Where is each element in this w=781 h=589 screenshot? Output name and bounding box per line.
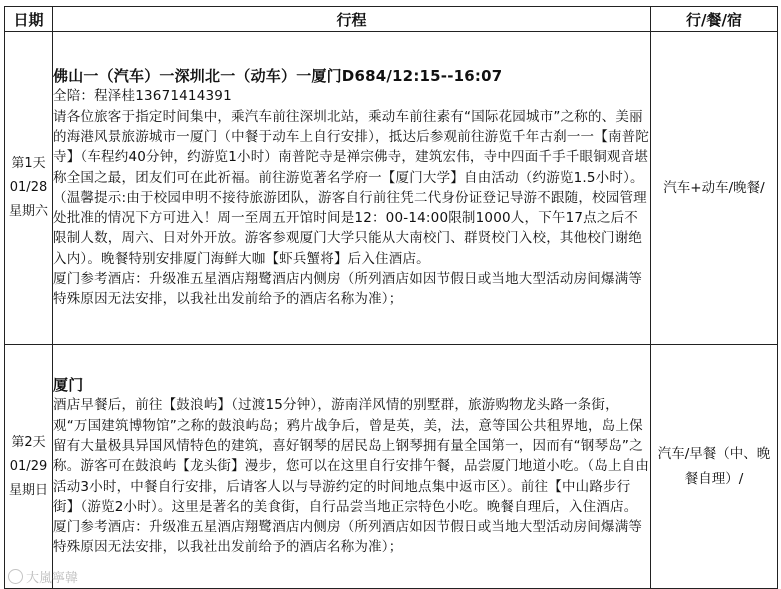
day-2-route: 厦门 xyxy=(53,376,84,395)
day-1-date-cell xyxy=(5,32,53,345)
header-itinerary: 行程 xyxy=(53,7,651,32)
day-1-body: 请各位旅客于指定时间集中，乘汽车前往深圳北站，乘动车前往素有“国际花园城市”之称的、美丽的海港风景旅游城市一厦门（中餐于动车上自行安排），抵达后参观前往游览千年古刹一一【南普陀寺】（车程约40分钟，约游览1小时）南普陀寺是禅宗佛寺，建筑宏伟，寺中四面千手千眼铜观音堪称全国之最，团友们可在此祈福。前往游览著名学府一【厦门大学】自由活动（约游览1.5小时）。（温馨提示:由于校园申明不接待旅游团队，游客自行前往凭二代身份证登记导游不跟随，校园管理处批准的情况下方可进入！周一至周五开馆时间是12：00-14:00限制1000人，下午17点之后不限制人数，周六、日对外开放。游客参观厦门大学只能从大南校门、群贤校门入校，其他校门谢绝入内）。晚餐特别安排厦门海鲜大咖【虾兵蟹将】后入住酒店。 xyxy=(53,108,650,267)
day-2-meals: 汽车/早餐（中、晚餐自理）/ xyxy=(651,345,778,589)
day-2-date: 01/29 xyxy=(9,458,48,474)
day-1-hotel: 厦门参考酒店：升级准五星酒店翔鹭酒店内侧房（所列酒店如因节假日或当地大型活动房间爆满等特殊原因无法安排，以我社出发前给予的酒店名称为准）； xyxy=(53,271,643,308)
day-1-route: 佛山一（汽车）一深圳北一（动车）一厦门D684/12:15--16:07 xyxy=(53,67,503,86)
watermark xyxy=(8,567,78,586)
watermark-text: 大嵐寧韓 xyxy=(26,571,79,586)
day-row-1 xyxy=(5,32,778,345)
header-date: 日期 xyxy=(5,7,53,32)
day-2-weekday: 星期日 xyxy=(8,482,48,498)
day-2-body: 酒店早餐后，前往【鼓浪屿】（过渡15分钟），游南洋风情的别墅群，旅游购物龙头路一条街，观“万国建筑博物馆”之称的鼓浪屿岛；鸦片战争后，曾是英，美，法，意等国公共租界地，岛上保留有大量极具异国风情特色的建筑，喜好钢琴的居民岛上钢琴拥有量全国第一，因而有“钢琴岛”之称。游客可在鼓浪屿【龙头街】漫步，您可以在这里自行安排午餐，品尝厦门地道小吃。（岛上自由活动3小时，中餐自行安排，后请客人以与导游约定的时间地点集中返市区）。前往【中山路步行街】（游览2小时）。这里是著名的美食街，自行品尝当地正宗特色小吃。晚餐自理后，入住酒店。 xyxy=(53,397,650,515)
day-row-2 xyxy=(5,345,778,589)
day-2-hotel: 厦门参考酒店：升级准五星酒店翔鹭酒店内侧房（所列酒店如因节假日或当地大型活动房间爆满等特殊原因无法安排，以我社出发前给予的酒店名称为准）； xyxy=(53,519,643,556)
day-2-plan-cell xyxy=(53,345,651,589)
day-1-plan-cell xyxy=(53,32,651,345)
day-1-weekday: 星期六 xyxy=(8,204,48,219)
day-1-meals: 汽车+动车/晚餐/ xyxy=(651,32,778,345)
day-1-date: 01/28 xyxy=(9,180,48,195)
header-row xyxy=(5,7,778,32)
itinerary-table xyxy=(4,6,778,589)
day-1-guide: 全陪：程泽桂13671414391 xyxy=(53,88,232,105)
watermark-logo-icon xyxy=(8,569,23,584)
header-meals: 行/餐/宿 xyxy=(651,7,778,32)
day-1-label: 第1天 xyxy=(11,156,46,171)
day-2-date-cell xyxy=(5,345,53,589)
day-2-label: 第2天 xyxy=(11,434,46,450)
